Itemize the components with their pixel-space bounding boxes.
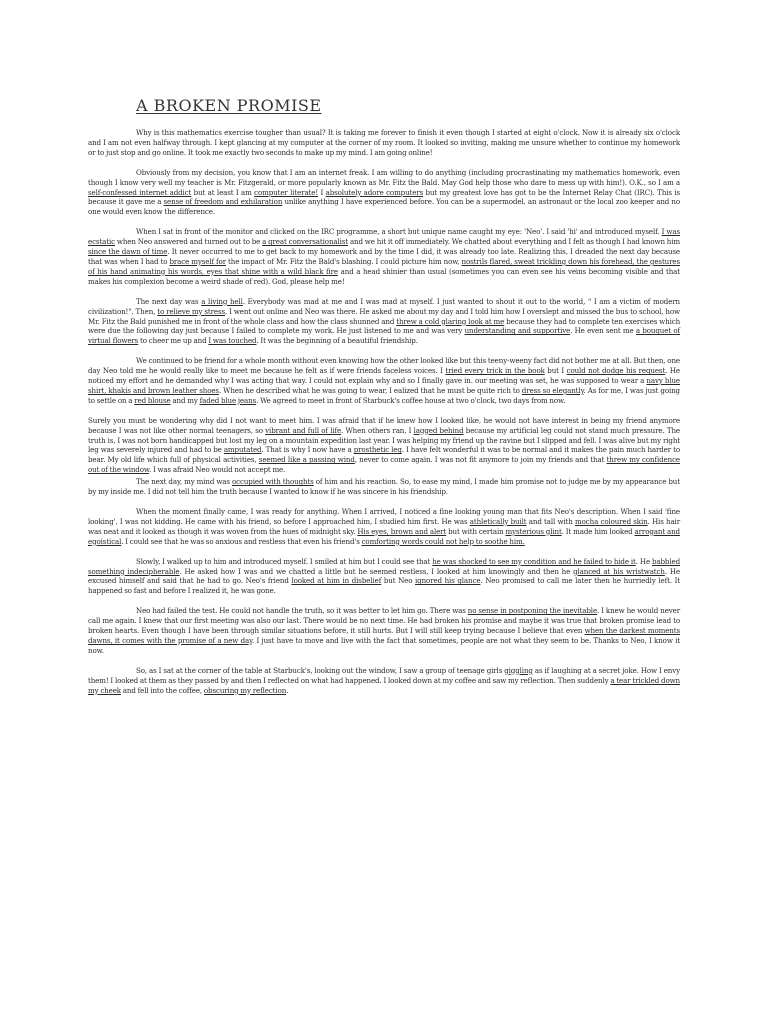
text-run: when Neo answered and turned out to be: [115, 237, 263, 247]
underlined-phrase: a bouquet of virtual flowers: [88, 326, 680, 346]
underlined-phrase: His eyes, brown and alert: [357, 526, 447, 536]
text-run: We continued to be friend for a whole month without even knowing how the other looked like but this teeny-weeny fact did not bother me at all. But then, one day Neo told me he would really like to meet me because he felt as if were friends faceless voices. I: [88, 356, 680, 376]
text-run: unlike anything I have experienced before. You can be a supermodel, an astronaut or the local zoo keeper and no one would even know the difference.: [88, 197, 680, 217]
underlined-phrase: dress so elegantly: [521, 385, 584, 395]
underlined-phrase: looked at him in disbelief: [291, 576, 382, 586]
underlined-phrase: comforting words could not help to soothe him.: [361, 536, 525, 546]
underlined-phrase: I was touched: [208, 336, 257, 346]
text-run: . That is why I now have a: [261, 445, 354, 455]
underlined-phrase: when the darkest moments dawns, it comes with the promise of a new day: [88, 626, 680, 645]
text-run: of him and his reaction. So, to ease my mind, I made him promise not to judge me by my appearance but by my inside me. I did not tell him the truth because I wanted to know if he was sincere in his friendship.: [88, 477, 680, 497]
text-run: . It made him looked: [561, 526, 635, 536]
underlined-phrase: to relieve my stress: [157, 306, 225, 316]
text-run: . He even sent me: [570, 326, 636, 336]
text-run: When I sat in front of the monitor and clicked on the IRC programme, a short but unique name caught my eye: 'Neo'. I said 'hi' and introduced myself.: [136, 227, 662, 237]
underlined-phrase: tried every trick in the book: [445, 366, 545, 376]
paragraph-spacer: [88, 287, 680, 297]
text-run: . I could see that he was so anxious and restless that even his friend's: [121, 536, 362, 546]
text-run: I: [318, 187, 326, 197]
text-run: Neo had failed the test. He could not handle the truth, so it was better to let him go. There was: [136, 606, 468, 616]
underlined-phrase: glanced at his wristwatch: [573, 566, 665, 576]
text-run: but with certain: [446, 526, 506, 536]
text-run: . As for me, I was just going to settle on a: [88, 385, 680, 405]
paragraph-8: [88, 507, 680, 547]
underlined-phrase: since the dawn of time: [88, 247, 168, 257]
spacer: [88, 116, 680, 128]
paragraph-6: [88, 416, 680, 475]
text-run: but I: [544, 366, 567, 376]
underlined-phrase: brace myself for: [169, 256, 226, 266]
underlined-phrase: computer literate!: [254, 187, 319, 197]
underlined-phrase: could not dodge his request: [566, 366, 666, 376]
underlined-phrase: athletically built: [469, 516, 527, 526]
text-run: and a head shinier than usual (sometimes you can even see his veins becoming visible and that makes his complexion become a weird shade of red). God, please help me!: [88, 266, 681, 286]
paragraph-spacer: [88, 217, 680, 227]
underlined-phrase: I was ecstatic: [88, 227, 680, 247]
text-run: to cheer me up and: [138, 336, 209, 346]
text-run: Slowly, I walked up to him and introduced myself. I smiled at him but I could see that: [136, 556, 433, 566]
underlined-phrase: self-confessed internet addict: [88, 187, 192, 197]
text-run: . He excused himself and said that he had to go. Neo's friend: [88, 566, 680, 586]
underlined-phrase: babbled something indecipherable: [88, 556, 681, 576]
paragraph-3: [88, 227, 680, 286]
text-run: . I knew he would never call me again. I knew that our first meeting was also our last. There would be no next time. He had broken his promise and maybe it was true that broken promise lead to broken hearts. Even though I have been through similar situations before, it still hurts. But I will still keep trying because I believe that even: [88, 606, 681, 636]
text-run: and we hit it off immediately. We chatted about everything and I felt as though I had known him: [348, 237, 680, 247]
text-run: Surely you must be wondering why did I not want to meet him. I was afraid that if he knew how I looked like, he would not have interest in being my friend anymore because I was not like other normal teenagers, so: [88, 415, 680, 435]
text-run: because my artificial leg could not stand much pressure. The truth is, I was not born handicapped but lost my leg on a mountain expedition last year. I was helping my friend up the ravine but I slipped and fell. I was alive but my right leg was severely injured and had to be: [88, 425, 680, 455]
underlined-phrase: occupied with thoughts: [232, 477, 314, 487]
text-run: . It never occurred to me to get back to my homework and by the time I did, it was already too late. Realizing this, I dreaded the next day because that was when I had to: [88, 247, 680, 266]
document-page: [88, 96, 680, 696]
paragraph-spacer: [88, 547, 680, 557]
text-run: and fell into the coffee,: [120, 685, 204, 695]
text-run: but my greatest love has got to be the Internet Relay Chat (IRC). This is because it gave me a: [88, 187, 681, 207]
underlined-phrase: faded blue jeans: [199, 395, 257, 405]
paragraph-1: [88, 128, 680, 158]
underlined-phrase: threw my confidence out of the window: [88, 455, 680, 475]
paragraph-2: [88, 168, 680, 218]
text-run: . When others ran, I: [341, 425, 414, 435]
underlined-phrase: obscuring my reflection: [203, 685, 287, 695]
underlined-phrase: navy blue shirt, khakis and brown leather shoes: [88, 376, 680, 395]
underlined-phrase: giggling: [504, 665, 533, 675]
text-run: The next day, my mind was: [136, 477, 232, 487]
underlined-phrase: seemed like a passing wind: [258, 455, 355, 465]
story-body: [88, 128, 680, 696]
paragraph-spacer: [88, 406, 680, 416]
text-run: Obviously from my decision, you know that I am an internet freak. I am willing to do anything (including procrastinating my mathematics homework, even though I know very well my teacher is Mr. Fitzgerald, or more popularly known as Mr. Fitz the Bald. May God help those who dare to mess up with him!). O.K., so I am a: [88, 167, 680, 187]
text-run: . I have felt wonderful it was to be normal and it makes the pain much harder to bear. My old life which full of physical activities,: [88, 445, 681, 465]
text-run: The next day was: [136, 296, 202, 306]
underlined-phrase: a great conversationalist: [262, 237, 349, 247]
text-run: Why is this mathematics exercise tougher than usual? It is taking me forever to finish it even though I started at eight o'clock. Now it is already six o'clock and I am not even halfway through. I kept glancing at my computer at the corner of my room. It looked so inviting, making me unsure whether to continue my homework or to just stop and go online. It took me exactly two seconds to make up my mind. I am going online!: [88, 128, 680, 157]
paragraph-spacer: [88, 656, 680, 666]
text-run: , never to come again. I was not fit anymore to join my friends and that: [354, 455, 607, 465]
paragraph-spacer: [88, 158, 680, 168]
text-run: and tall with: [526, 516, 576, 526]
paragraph-4: [88, 297, 680, 347]
underlined-phrase: no sense in postponing the inevitable: [467, 606, 598, 616]
underlined-phrase: a living hell: [201, 296, 243, 306]
underlined-phrase: red blouse: [134, 395, 171, 405]
text-run: . He asked how I was and we chatted a little but he seemed restless, I looked at him knowingly and then he: [179, 566, 574, 576]
underlined-phrase: mysterious glint: [505, 526, 562, 536]
text-run: . I was afraid Neo would not accept me.: [148, 465, 286, 475]
text-run: . Everybody was mad at me and I was mad at myself. I just wanted to shout it out to the world, " I am a victim of modern civilization!". Then,: [88, 296, 680, 316]
text-run: . He noticed my effort and he demanded why I was acting that way. I could not explain why and so I finally gave in. our meeting was set, he was supposed to wear a: [88, 366, 680, 386]
text-run: When the moment finally came, I was ready for anything. When I arrived, I noticed a fine looking young man that fits Neo's description. When I said 'fine looking', I was not kidding. He came with his friend, so before I approached him, I studied him first. He was: [88, 507, 680, 526]
text-run: . We agreed to meet in front of Starbuck's coffee house at two o'clock, two days from now.: [256, 395, 566, 405]
text-run: . I just have to move and live with the fact that sometimes, people are not what they seem to be. Thanks to Neo, I know it now.: [88, 635, 680, 655]
text-run: because they had to complete ten exercises which were due the following day just because I failed to complete my work. He just listened to me and was very: [88, 316, 681, 336]
text-run: as if laughing at a secret joke. How I envy them! I looked at them as they passed by and then I reflected on what had happened. I looked down at my coffee and saw my reflection. Then suddenly: [88, 665, 680, 685]
text-run: . He: [635, 556, 652, 566]
text-run: . His hair was neat and it looked as though it was woven from the hues of midnight sky.: [88, 516, 680, 536]
text-run: . When he described what he was going to wear, I ealized that he must be quite rich to: [218, 385, 522, 395]
underlined-phrase: he was shocked to see my condition and he failed to hide it: [432, 556, 636, 566]
text-run: . It was the beginning of a beautiful friendship.: [256, 336, 418, 346]
underlined-phrase: sense of freedom and exhilaration: [163, 197, 283, 207]
paragraph-9: [88, 557, 680, 597]
paragraph-spacer: [88, 346, 680, 356]
underlined-phrase: prosthetic leg: [353, 445, 402, 455]
text-run: .: [286, 685, 289, 695]
paragraph-5: [88, 356, 680, 406]
underlined-phrase: a tear trickled down my cheek: [88, 675, 680, 695]
text-run: , I went out online and Neo was there. He asked me about my day and I told him how I overslept and missed the bus to school, how Mr. Fitz the Bald punished me in front of the whole class and how the class shunned and: [88, 306, 680, 326]
underlined-phrase: nostrils flared, sweat trickling down his forehead, the gestures of his hand animating his words, eyes that shine with a wild black fire: [88, 256, 680, 276]
paragraph-spacer: [88, 497, 680, 507]
paragraph-7: [88, 477, 680, 497]
document-title: A BROKEN PROMISE: [136, 96, 322, 115]
underlined-phrase: vibrant and full of life: [265, 425, 342, 435]
paragraph-11: [88, 666, 680, 696]
text-run: and my: [170, 395, 200, 405]
underlined-phrase: arrogant and egoistical: [88, 526, 680, 546]
underlined-phrase: understanding and supportive: [464, 326, 571, 336]
underlined-phrase: threw a cold glaring look at me: [396, 316, 505, 326]
paragraph-spacer: [88, 596, 680, 606]
text-run: but at least I am: [191, 187, 255, 197]
underlined-phrase: absolutely adore computers: [325, 187, 424, 197]
underlined-phrase: mocha coloured skin: [575, 516, 648, 526]
text-run: the impact of Mr. Fitz the Bald's blashing. I could picture him now,: [225, 256, 462, 266]
text-run: . Neo promised to call me later then he hurriedly left. It happened so fast and before I realized it, he was gone.: [88, 576, 680, 596]
paragraph-10: [88, 606, 680, 656]
text-run: but Neo: [381, 576, 416, 586]
underlined-phrase: lagged behind: [413, 425, 464, 435]
text-run: So, as I sat at the corner of the table at Starbuck's, looking out the window, I saw a group of teenage girls: [136, 665, 505, 675]
underlined-phrase: ignored his glance: [415, 576, 481, 586]
underlined-phrase: amputated: [223, 445, 262, 455]
